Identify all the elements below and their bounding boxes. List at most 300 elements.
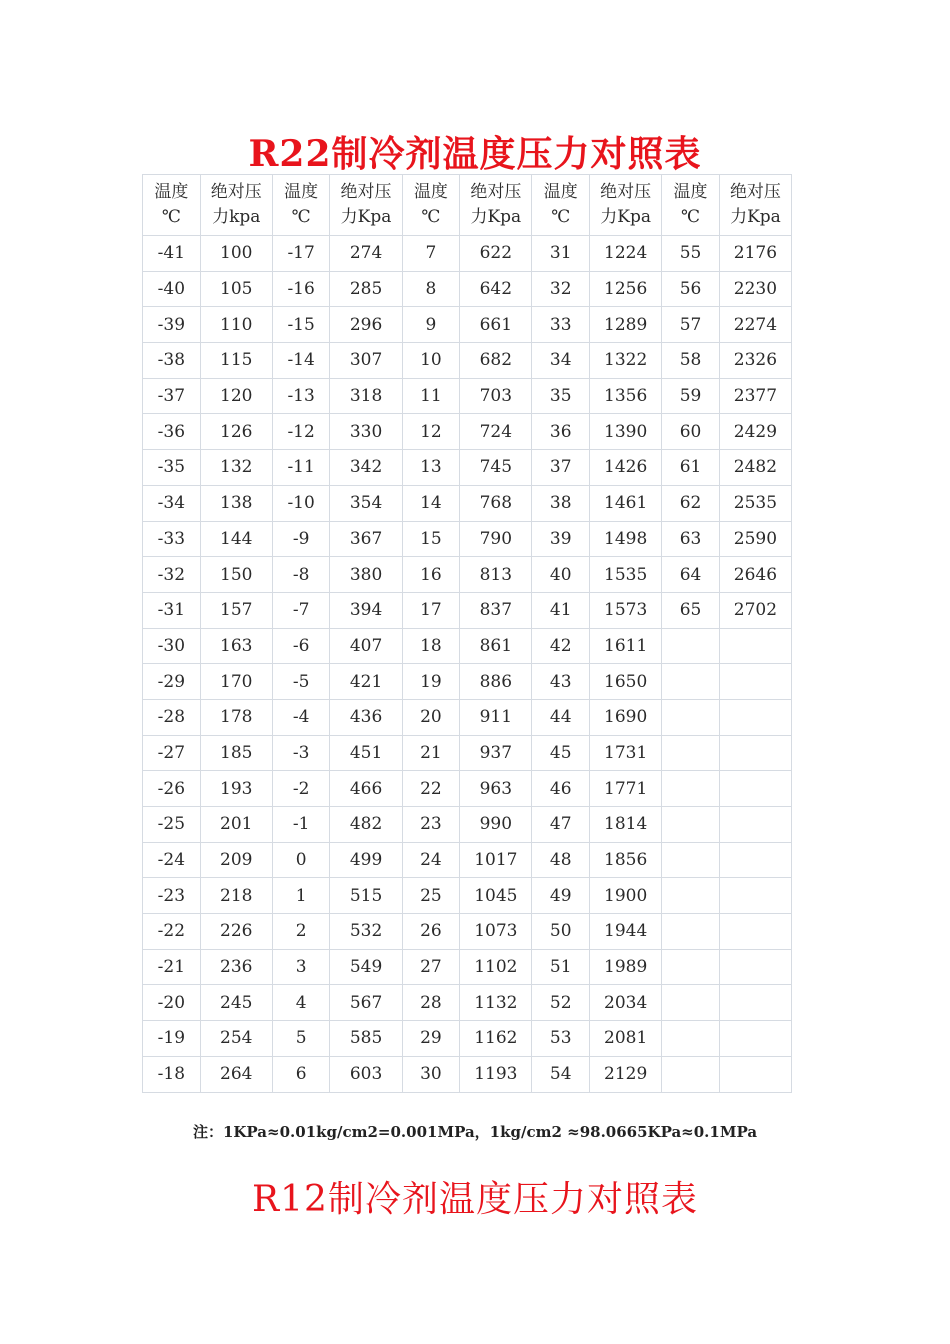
pressure-cell: 1461 — [590, 485, 662, 521]
pressure-cell: 515 — [330, 878, 402, 914]
pressure-cell: 254 — [200, 1021, 272, 1057]
temperature-cell — [662, 628, 720, 664]
temperature-cell: -9 — [272, 521, 330, 557]
pressure-cell: 466 — [330, 771, 402, 807]
pressure-cell: 354 — [330, 485, 402, 521]
temperature-cell: 0 — [272, 842, 330, 878]
column-header-line: 力Kpa — [470, 207, 522, 227]
pressure-cell: 567 — [330, 985, 402, 1021]
temperature-cell: -11 — [272, 450, 330, 486]
table-row — [143, 378, 792, 414]
temperature-cell: -15 — [272, 307, 330, 343]
pressure-cell: 115 — [200, 343, 272, 379]
temperature-cell: -6 — [272, 628, 330, 664]
temperature-cell: -33 — [143, 521, 201, 557]
temperature-cell: 43 — [532, 664, 590, 700]
temperature-cell: -4 — [272, 699, 330, 735]
pressure-cell: 193 — [200, 771, 272, 807]
temperature-cell: 33 — [532, 307, 590, 343]
temperature-cell: 12 — [402, 414, 460, 450]
temperature-cell: 48 — [532, 842, 590, 878]
pressure-cell: 2702 — [719, 592, 791, 628]
table-row — [143, 485, 792, 521]
temperature-cell — [662, 842, 720, 878]
column-header — [460, 175, 532, 236]
table-row — [143, 1056, 792, 1092]
temperature-cell: 50 — [532, 914, 590, 950]
pressure-cell: 1132 — [460, 985, 532, 1021]
column-header-line: 温度 — [673, 182, 708, 202]
pressure-cell: 185 — [200, 735, 272, 771]
pressure-cell — [719, 699, 791, 735]
temperature-cell — [662, 878, 720, 914]
temperature-cell: -32 — [143, 557, 201, 593]
column-header-line: 温度 — [413, 182, 448, 202]
pressure-cell: 451 — [330, 735, 402, 771]
pressure-cell: 1814 — [590, 807, 662, 843]
table-row — [143, 878, 792, 914]
column-header-line: 力Kpa — [730, 207, 781, 227]
temperature-cell: -16 — [272, 271, 330, 307]
temperature-cell: 64 — [662, 557, 720, 593]
temperature-cell: 52 — [532, 985, 590, 1021]
temperature-cell: -30 — [143, 628, 201, 664]
pressure-cell: 421 — [330, 664, 402, 700]
temperature-pressure-table — [142, 174, 792, 1093]
temperature-cell: -13 — [272, 378, 330, 414]
temperature-cell: -40 — [143, 271, 201, 307]
pressure-cell: 236 — [200, 949, 272, 985]
pressure-cell: 2326 — [719, 343, 791, 379]
temperature-cell: 20 — [402, 699, 460, 735]
pressure-cell — [719, 985, 791, 1021]
pressure-cell: 2230 — [719, 271, 791, 307]
temperature-cell: -21 — [143, 949, 201, 985]
table-row — [143, 271, 792, 307]
temperature-cell: -39 — [143, 307, 201, 343]
table-row — [143, 628, 792, 664]
temperature-cell: 38 — [532, 485, 590, 521]
temperature-cell — [662, 807, 720, 843]
temperature-cell: 37 — [532, 450, 590, 486]
temperature-cell: 31 — [532, 236, 590, 272]
temperature-cell: 29 — [402, 1021, 460, 1057]
temperature-cell: 56 — [662, 271, 720, 307]
temperature-cell: 40 — [532, 557, 590, 593]
temperature-cell: 45 — [532, 735, 590, 771]
pressure-cell: 1611 — [590, 628, 662, 664]
column-header — [402, 175, 460, 236]
table-row — [143, 307, 792, 343]
column-header — [200, 175, 272, 236]
column-header — [330, 175, 402, 236]
pressure-cell — [719, 914, 791, 950]
temperature-cell: 15 — [402, 521, 460, 557]
temperature-cell: 49 — [532, 878, 590, 914]
pressure-cell: 2482 — [719, 450, 791, 486]
pressure-cell: 100 — [200, 236, 272, 272]
pressure-cell: 1989 — [590, 949, 662, 985]
table-row — [143, 842, 792, 878]
table-row — [143, 592, 792, 628]
pressure-cell: 1426 — [590, 450, 662, 486]
table-row — [143, 771, 792, 807]
column-header-line: 绝对压 — [340, 182, 392, 202]
pressure-cell — [719, 628, 791, 664]
temperature-cell: 6 — [272, 1056, 330, 1092]
temperature-cell: -36 — [143, 414, 201, 450]
table-row — [143, 949, 792, 985]
pressure-cell: 226 — [200, 914, 272, 950]
column-header-line: ℃ — [681, 207, 701, 227]
temperature-cell: 58 — [662, 343, 720, 379]
temperature-cell: 16 — [402, 557, 460, 593]
temperature-cell: 62 — [662, 485, 720, 521]
column-header-line: 力Kpa — [340, 207, 392, 227]
temperature-cell: -3 — [272, 735, 330, 771]
temperature-cell: -1 — [272, 807, 330, 843]
column-header — [662, 175, 720, 236]
pressure-cell: 380 — [330, 557, 402, 593]
pressure-cell: 2646 — [719, 557, 791, 593]
temperature-cell: 4 — [272, 985, 330, 1021]
temperature-cell: -26 — [143, 771, 201, 807]
temperature-cell — [662, 699, 720, 735]
temperature-cell: 21 — [402, 735, 460, 771]
temperature-cell — [662, 1021, 720, 1057]
pressure-cell: 1690 — [590, 699, 662, 735]
pressure-cell: 150 — [200, 557, 272, 593]
temperature-cell: 65 — [662, 592, 720, 628]
pressure-cell: 1573 — [590, 592, 662, 628]
temperature-cell: -20 — [143, 985, 201, 1021]
table-row — [143, 414, 792, 450]
temperature-cell: -24 — [143, 842, 201, 878]
pressure-cell: 861 — [460, 628, 532, 664]
temperature-cell: 1 — [272, 878, 330, 914]
table-row — [143, 664, 792, 700]
temperature-cell: 2 — [272, 914, 330, 950]
pressure-cell: 342 — [330, 450, 402, 486]
pressure-cell: 394 — [330, 592, 402, 628]
temperature-cell: 41 — [532, 592, 590, 628]
table-row — [143, 521, 792, 557]
pressure-cell: 307 — [330, 343, 402, 379]
pressure-cell: 1102 — [460, 949, 532, 985]
pressure-cell: 1256 — [590, 271, 662, 307]
pressure-cell: 745 — [460, 450, 532, 486]
pressure-cell: 642 — [460, 271, 532, 307]
temperature-cell: -28 — [143, 699, 201, 735]
temperature-cell: 59 — [662, 378, 720, 414]
temperature-cell: -7 — [272, 592, 330, 628]
column-header — [532, 175, 590, 236]
table-row — [143, 343, 792, 379]
pressure-cell: 2535 — [719, 485, 791, 521]
pressure-cell: 622 — [460, 236, 532, 272]
temperature-cell: 25 — [402, 878, 460, 914]
pressure-cell: 209 — [200, 842, 272, 878]
pressure-cell: 813 — [460, 557, 532, 593]
temperature-cell: 24 — [402, 842, 460, 878]
column-header-line: 绝对压 — [210, 182, 262, 202]
pressure-cell: 724 — [460, 414, 532, 450]
temperature-cell — [662, 914, 720, 950]
table-row — [143, 557, 792, 593]
temperature-cell: 39 — [532, 521, 590, 557]
temperature-cell: 19 — [402, 664, 460, 700]
table-row — [143, 450, 792, 486]
temperature-cell — [662, 771, 720, 807]
temperature-cell: 28 — [402, 985, 460, 1021]
pressure-cell — [719, 878, 791, 914]
pressure-cell: 963 — [460, 771, 532, 807]
page-title: R22制冷剂温度压力对照表 — [248, 133, 702, 175]
column-header-line: 绝对压 — [600, 182, 652, 202]
temperature-cell: 42 — [532, 628, 590, 664]
pressure-cell: 937 — [460, 735, 532, 771]
table-row — [143, 914, 792, 950]
temperature-cell: 44 — [532, 699, 590, 735]
pressure-cell: 2129 — [590, 1056, 662, 1092]
temperature-cell: 61 — [662, 450, 720, 486]
pressure-cell: 330 — [330, 414, 402, 450]
temperature-cell: -5 — [272, 664, 330, 700]
table-row — [143, 735, 792, 771]
pressure-cell: 218 — [200, 878, 272, 914]
pressure-cell: 1650 — [590, 664, 662, 700]
temperature-cell — [662, 735, 720, 771]
pressure-cell: 886 — [460, 664, 532, 700]
column-header-line: 力Kpa — [600, 207, 651, 227]
table-row — [143, 1021, 792, 1057]
pressure-cell — [719, 949, 791, 985]
temperature-cell: -25 — [143, 807, 201, 843]
temperature-cell: -41 — [143, 236, 201, 272]
pressure-cell: 170 — [200, 664, 272, 700]
temperature-cell: 47 — [532, 807, 590, 843]
column-header-line: 温度 — [284, 182, 319, 202]
pressure-cell: 126 — [200, 414, 272, 450]
pressure-cell: 768 — [460, 485, 532, 521]
pressure-cell: 436 — [330, 699, 402, 735]
pressure-cell: 682 — [460, 343, 532, 379]
pressure-cell: 2429 — [719, 414, 791, 450]
temperature-cell: 53 — [532, 1021, 590, 1057]
temperature-cell: 18 — [402, 628, 460, 664]
column-header — [590, 175, 662, 236]
temperature-cell: -8 — [272, 557, 330, 593]
temperature-cell: 17 — [402, 592, 460, 628]
pressure-cell: 1731 — [590, 735, 662, 771]
temperature-cell: -29 — [143, 664, 201, 700]
temperature-cell: 26 — [402, 914, 460, 950]
temperature-cell: -27 — [143, 735, 201, 771]
temperature-cell: 46 — [532, 771, 590, 807]
temperature-cell: -17 — [272, 236, 330, 272]
pressure-cell: 1771 — [590, 771, 662, 807]
temperature-cell: -22 — [143, 914, 201, 950]
pressure-cell: 132 — [200, 450, 272, 486]
pressure-cell: 138 — [200, 485, 272, 521]
pressure-cell: 407 — [330, 628, 402, 664]
temperature-cell: 10 — [402, 343, 460, 379]
temperature-cell: 30 — [402, 1056, 460, 1092]
pressure-cell: 178 — [200, 699, 272, 735]
temperature-cell: -31 — [143, 592, 201, 628]
pressure-cell: 157 — [200, 592, 272, 628]
pressure-cell: 585 — [330, 1021, 402, 1057]
temperature-cell: 13 — [402, 450, 460, 486]
pressure-cell: 990 — [460, 807, 532, 843]
pressure-cell: 790 — [460, 521, 532, 557]
temperature-cell: -37 — [143, 378, 201, 414]
column-header-line: ℃ — [291, 207, 311, 227]
column-header-line: 绝对压 — [470, 182, 522, 202]
pressure-cell: 499 — [330, 842, 402, 878]
pressure-cell: 1390 — [590, 414, 662, 450]
pressure-cell: 549 — [330, 949, 402, 985]
temperature-cell: 5 — [272, 1021, 330, 1057]
temperature-cell: 55 — [662, 236, 720, 272]
temperature-cell: 23 — [402, 807, 460, 843]
column-header-line: 温度 — [154, 182, 189, 202]
temperature-cell: 36 — [532, 414, 590, 450]
pressure-cell: 296 — [330, 307, 402, 343]
pressure-cell: 2081 — [590, 1021, 662, 1057]
pressure-cell — [719, 664, 791, 700]
column-header — [143, 175, 201, 236]
pressure-cell: 1356 — [590, 378, 662, 414]
temperature-cell: 51 — [532, 949, 590, 985]
pressure-cell: 1073 — [460, 914, 532, 950]
temperature-cell: 63 — [662, 521, 720, 557]
pressure-cell: 105 — [200, 271, 272, 307]
temperature-cell: -14 — [272, 343, 330, 379]
pressure-cell: 120 — [200, 378, 272, 414]
temperature-cell: 32 — [532, 271, 590, 307]
pressure-cell: 2034 — [590, 985, 662, 1021]
pressure-cell: 703 — [460, 378, 532, 414]
pressure-cell: 1045 — [460, 878, 532, 914]
temperature-cell: -10 — [272, 485, 330, 521]
pressure-cell: 144 — [200, 521, 272, 557]
pressure-cell: 911 — [460, 699, 532, 735]
pressure-cell: 1162 — [460, 1021, 532, 1057]
pressure-cell: 245 — [200, 985, 272, 1021]
column-header-line: 温度 — [543, 182, 578, 202]
table-header-row — [143, 175, 792, 236]
unit-conversion-note: 注：1KPa≈0.01kg/cm2=0.001MPa，1kg/cm2 ≈98.0665KPa≈0.1MPa — [192, 1123, 758, 1141]
pressure-cell — [719, 735, 791, 771]
pressure-cell: 1193 — [460, 1056, 532, 1092]
column-header — [719, 175, 791, 236]
temperature-cell: 57 — [662, 307, 720, 343]
column-header-line: 绝对压 — [729, 182, 781, 202]
pressure-cell: 1944 — [590, 914, 662, 950]
pressure-cell — [719, 842, 791, 878]
pressure-cell: 1322 — [590, 343, 662, 379]
pressure-cell: 1224 — [590, 236, 662, 272]
temperature-cell: -38 — [143, 343, 201, 379]
column-header-line: ℃ — [421, 207, 441, 227]
temperature-cell: 54 — [532, 1056, 590, 1092]
temperature-cell: 7 — [402, 236, 460, 272]
pressure-cell: 2590 — [719, 521, 791, 557]
pressure-cell: 163 — [200, 628, 272, 664]
table-row — [143, 985, 792, 1021]
pressure-cell: 2176 — [719, 236, 791, 272]
pressure-cell — [719, 1056, 791, 1092]
pressure-cell: 482 — [330, 807, 402, 843]
pressure-cell: 2377 — [719, 378, 791, 414]
temperature-cell — [662, 985, 720, 1021]
temperature-cell: 34 — [532, 343, 590, 379]
pressure-cell: 274 — [330, 236, 402, 272]
pressure-cell — [719, 807, 791, 843]
temperature-cell: -19 — [143, 1021, 201, 1057]
temperature-cell: -23 — [143, 878, 201, 914]
temperature-cell — [662, 664, 720, 700]
pressure-cell: 603 — [330, 1056, 402, 1092]
pressure-cell: 201 — [200, 807, 272, 843]
pressure-cell: 264 — [200, 1056, 272, 1092]
section-title-r12: R12制冷剂温度压力对照表 — [252, 1179, 698, 1220]
temperature-cell: 22 — [402, 771, 460, 807]
temperature-cell — [662, 949, 720, 985]
column-header — [272, 175, 330, 236]
column-header-line: 力kpa — [212, 207, 261, 227]
temperature-cell: -35 — [143, 450, 201, 486]
column-header-line: ℃ — [161, 207, 181, 227]
temperature-cell: 14 — [402, 485, 460, 521]
table-row — [143, 699, 792, 735]
temperature-cell: 35 — [532, 378, 590, 414]
pressure-cell: 110 — [200, 307, 272, 343]
pressure-cell: 1900 — [590, 878, 662, 914]
pressure-cell: 532 — [330, 914, 402, 950]
temperature-cell: -2 — [272, 771, 330, 807]
temperature-cell: 60 — [662, 414, 720, 450]
temperature-cell: 9 — [402, 307, 460, 343]
pressure-cell: 2274 — [719, 307, 791, 343]
table-body — [143, 236, 792, 1093]
temperature-cell: -12 — [272, 414, 330, 450]
pressure-cell: 1535 — [590, 557, 662, 593]
column-header-line: ℃ — [551, 207, 571, 227]
table-row — [143, 236, 792, 272]
temperature-cell: 3 — [272, 949, 330, 985]
temperature-cell: 8 — [402, 271, 460, 307]
pressure-cell: 1856 — [590, 842, 662, 878]
temperature-cell: 11 — [402, 378, 460, 414]
temperature-cell: 27 — [402, 949, 460, 985]
temperature-cell — [662, 1056, 720, 1092]
temperature-cell: -34 — [143, 485, 201, 521]
temperature-cell: -18 — [143, 1056, 201, 1092]
pressure-cell: 1289 — [590, 307, 662, 343]
pressure-cell: 318 — [330, 378, 402, 414]
pressure-cell: 285 — [330, 271, 402, 307]
table-row — [143, 807, 792, 843]
pressure-cell: 837 — [460, 592, 532, 628]
pressure-cell — [719, 771, 791, 807]
pressure-cell: 661 — [460, 307, 532, 343]
pressure-cell: 367 — [330, 521, 402, 557]
pressure-cell — [719, 1021, 791, 1057]
pressure-cell: 1017 — [460, 842, 532, 878]
pressure-cell: 1498 — [590, 521, 662, 557]
